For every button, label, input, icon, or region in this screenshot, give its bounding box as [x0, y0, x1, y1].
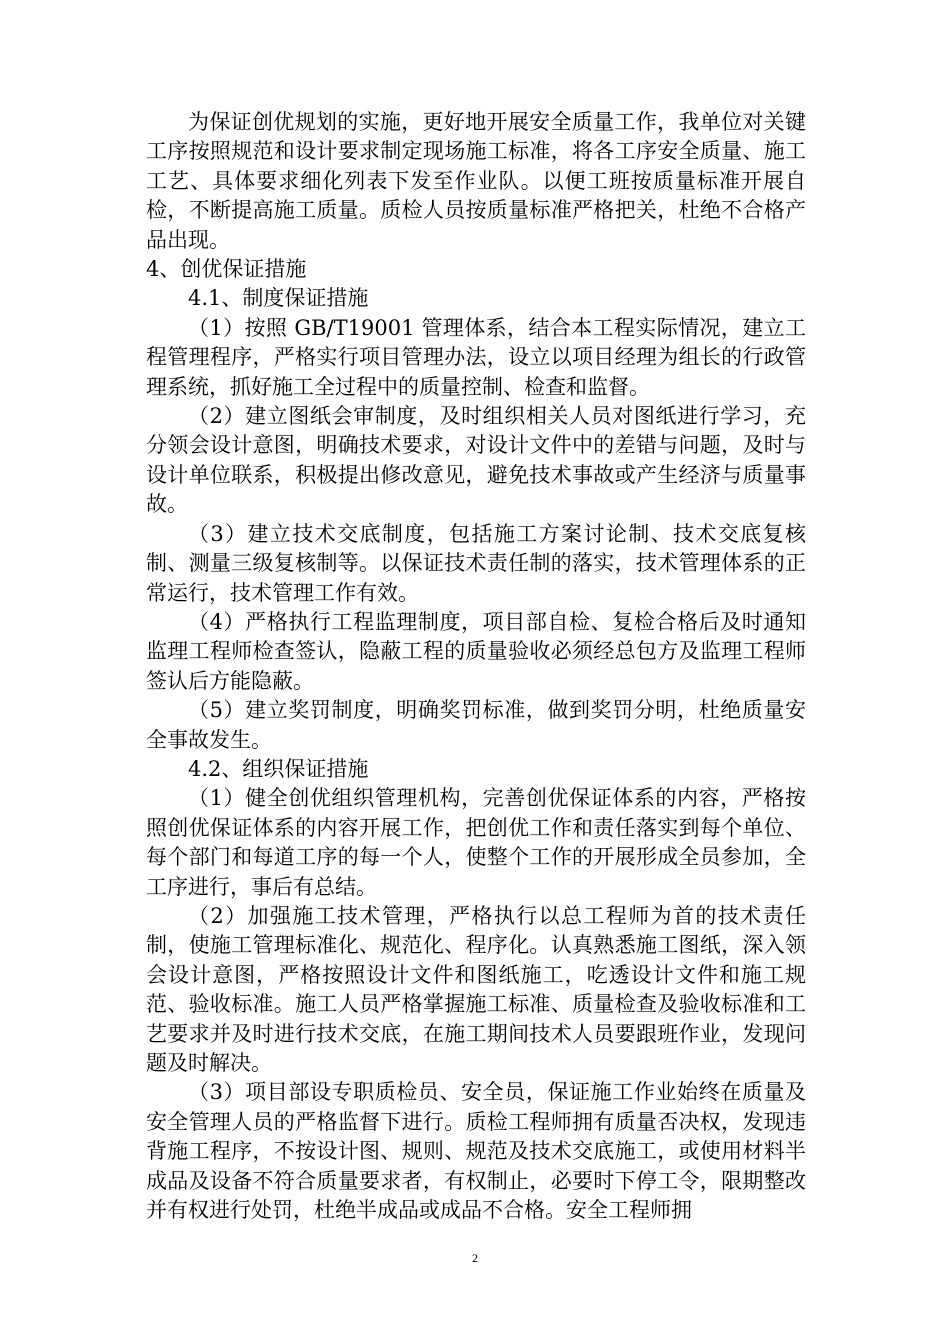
document-body: [146, 108, 806, 1225]
section-heading-4: 4、创优保证措施: [146, 257, 307, 282]
paragraph-4-1-5: （5）建立奖罚制度，明确奖罚标准，做到奖罚分明，杜绝质量安全事故发生。: [146, 698, 806, 752]
page-number: 2: [472, 1251, 478, 1265]
subsection-heading-4-2: 4.2、组织保证措施: [188, 756, 369, 781]
paragraph-4-1-2: （2）建立图纸会审制度，及时组织相关人员对图纸进行学习，充分领会设计意图，明确技术要求，对设计文件中的差错与问题，及时与设计单位联系，积极提出修改意见，避免技术事故或产生经济与质量事故。: [146, 404, 806, 517]
paragraph-4-1-4: （4）严格执行工程监理制度，项目部自检、复检合格后及时通知监理工程师检查签认，隐蔽工程的质量验收必须经总包方及监理工程师签认后方能隐蔽。: [146, 609, 806, 693]
paragraph-4-2-1: （1）健全创优组织管理机构，完善创优保证体系的内容，严格按照创优保证体系的内容开展工作，把创优工作和责任落实到每个单位、每个部门和每道工序的每一个人，使整个工作的开展形成全员参加，全工序进行，事后有总结。: [146, 786, 806, 899]
paragraph-4-1-1: （1）按照 GB/T19001 管理体系，结合本工程实际情况，建立工程管理程序，严格实行项目管理办法，设立以项目经理为组长的行政管理系统，抓好施工全过程中的质量控制、检查和监督。: [146, 315, 806, 399]
paragraph-4-2-3: （3）项目部设专职质检员、安全员，保证施工作业始终在质量及安全管理人员的严格监督下进行。质检工程师拥有质量否决权，发现违背施工程序，不按设计图、规则、规范及技术交底施工，或使用材料半成品及设备不符合质量要求者，有权制止，必要时下停工令，限期整改并有权进行处罚，杜绝半成品或成品不合格。安全工程师拥: [146, 1080, 806, 1223]
paragraph-4-1-3: （3）建立技术交底制度，包括施工方案讨论制、技术交底复核制、测量三级复核制等。以保证技术责任制的落实，技术管理体系的正常运行，技术管理工作有效。: [146, 521, 806, 605]
paragraph-4-2-2: （2）加强施工技术管理，严格执行以总工程师为首的技术责任制，使施工管理标准化、规范化、程序化。认真熟悉施工图纸，深入领会设计意图，严格按照设计文件和图纸施工，吃透设计文件和施工规范、验收标准。施工人员严格掌握施工标准、质量检查及验收标准和工艺要求并及时进行技术交底，在施工期间技术人员要跟班作业，发现问题及时解决。: [146, 903, 806, 1075]
paragraph-intro: 为保证创优规划的实施，更好地开展安全质量工作，我单位对关键工序按照规范和设计要求制定现场施工标准，将各工序安全质量、施工工艺、具体要求细化列表下发至作业队。以便工班按质量标准开展自检，不断提高施工质量。质检人员按质量标准严格把关，杜绝不合格产品出现。: [146, 110, 806, 252]
subsection-heading-4-1: 4.1、制度保证措施: [188, 286, 369, 311]
